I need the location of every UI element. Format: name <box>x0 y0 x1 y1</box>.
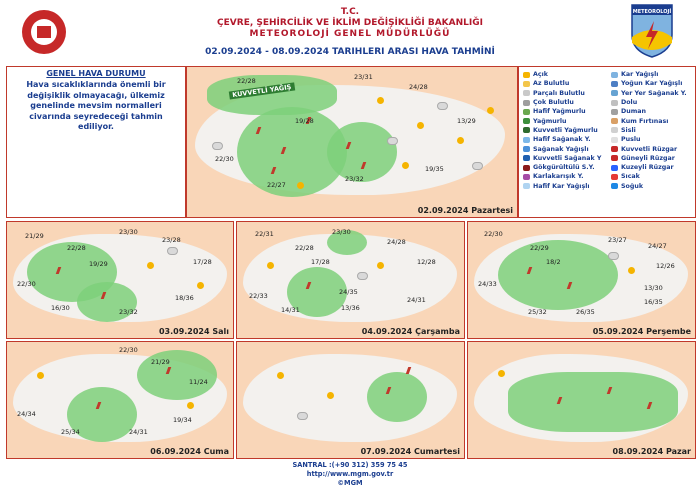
legend-weather-icon <box>611 118 618 124</box>
cloud-icon <box>387 137 398 145</box>
temp-label: 19/34 <box>173 416 192 424</box>
legend-label: Kum Fırtınası <box>621 117 669 125</box>
temp-label: 16/30 <box>51 304 70 312</box>
cloud-icon <box>472 162 483 170</box>
rain-area <box>498 240 618 310</box>
temp-label: 23/32 <box>119 308 138 316</box>
legend-label: Hafif Yağmurlu <box>533 108 586 116</box>
temp-label: 25/32 <box>528 308 547 316</box>
heavy-rain-banner: KUVVETLİ YAĞIŞ <box>229 82 295 99</box>
legend-weather-icon <box>523 183 530 189</box>
forecast-map-day-5 <box>6 341 234 459</box>
legend-item <box>523 116 601 125</box>
rain-area <box>367 372 427 422</box>
temp-label: 14/31 <box>281 306 300 314</box>
legend-item <box>611 182 687 191</box>
temp-label: 23/30 <box>119 228 138 236</box>
legend-item <box>523 89 601 98</box>
legend-weather-icon <box>611 127 618 133</box>
cloud-icon <box>297 412 308 420</box>
mgm-logo-text: METEOROLOJİ <box>632 9 672 15</box>
legend-weather-icon <box>611 100 618 106</box>
legend-label: Gökgürültülü S.Y. <box>533 164 595 172</box>
temp-label: 13/29 <box>457 117 476 125</box>
legend-item <box>611 98 687 107</box>
legend-weather-icon <box>523 90 530 96</box>
legend-item <box>523 70 601 79</box>
sunny-icon <box>187 402 194 409</box>
legend-label: Dolu <box>621 99 638 107</box>
legend-label: Yer Yer Sağanak Y. <box>621 89 687 97</box>
general-weather-title: GENEL HAVA DURUMU <box>46 69 146 78</box>
legend-label: Hafif Kar Yağışlı <box>533 182 590 190</box>
legend-item <box>523 135 601 144</box>
legend-label: Sisli <box>621 126 636 134</box>
legend-item <box>523 79 601 88</box>
sunny-icon <box>147 262 154 269</box>
legend-weather-icon <box>523 109 530 115</box>
legend-weather-icon <box>523 174 530 180</box>
legend-item <box>611 126 687 135</box>
legend-item <box>523 163 601 172</box>
map-date-label: 03.09.2024 Salı <box>158 327 229 336</box>
legend-panel <box>518 66 696 218</box>
legend-label: Kuzeyli Rüzgar <box>621 164 674 172</box>
temp-label: 24/28 <box>387 238 406 246</box>
general-weather-text: Hava sıcaklıklarında önemli bir değişiklik olmayacağı, ülkemiz genelinde mevsim normalleri civarında seyredeceği tahmin ediliyor. <box>26 80 166 131</box>
legend-item <box>611 172 687 181</box>
temp-label: 26/35 <box>576 308 595 316</box>
legend-label: Kuvvetli Sağanak Y <box>533 154 602 162</box>
main-map-date: 02.09.2024 Pazartesi <box>417 206 513 215</box>
sunny-icon <box>487 107 494 114</box>
legend-item <box>611 163 687 172</box>
temp-label: 23/31 <box>354 73 373 81</box>
temp-label: 22/30 <box>484 230 503 238</box>
temp-label: 22/30 <box>215 155 234 163</box>
legend-item <box>611 135 687 144</box>
sunny-icon <box>402 162 409 169</box>
temp-label: 22/28 <box>67 244 86 252</box>
sunny-icon <box>267 262 274 269</box>
general-weather-panel <box>6 66 186 218</box>
legend-item <box>523 182 601 191</box>
temp-label: 12/26 <box>656 262 675 270</box>
map-date-label: 04.09.2024 Çarşamba <box>361 327 460 336</box>
temp-label: 24/33 <box>478 280 497 288</box>
legend-label: Soğuk <box>621 182 644 190</box>
legend-label: Güneyli Rüzgar <box>621 154 675 162</box>
sunny-icon <box>277 372 284 379</box>
legend-label: Hafif Sağanak Y. <box>533 136 591 144</box>
temp-label: 13/36 <box>341 304 360 312</box>
legend-weather-icon <box>611 155 618 161</box>
cloud-icon <box>608 252 619 260</box>
legend-weather-icon <box>523 127 530 133</box>
temp-label: 23/28 <box>162 236 181 244</box>
forecast-map-day-6 <box>236 341 465 459</box>
cloud-icon <box>167 247 178 255</box>
legend-weather-icon <box>611 183 618 189</box>
legend-label: Sağanak Yağışlı <box>533 145 589 153</box>
header-line-1: T.C. <box>340 7 360 17</box>
legend-weather-icon <box>523 100 530 106</box>
legend-item <box>611 79 687 88</box>
temp-label: 25/34 <box>61 428 80 436</box>
legend-item <box>523 98 601 107</box>
legend-label: Az Bulutlu <box>533 80 570 88</box>
header-date-range: 02.09.2024 - 08.09.2024 TARIHLERI ARASI HAVA TAHMİNİ <box>205 47 495 57</box>
legend-label: Puslu <box>621 136 641 144</box>
map-date-label: 08.09.2024 Pazar <box>612 447 691 456</box>
temp-label: 23/27 <box>608 236 627 244</box>
legend-label: Yoğun Kar Yağışlı <box>621 80 683 88</box>
legend-label: Açık <box>533 71 548 79</box>
legend-weather-icon <box>611 174 618 180</box>
temp-label: 22/30 <box>119 346 138 354</box>
sunny-icon <box>377 97 384 104</box>
legend-weather-icon <box>611 109 618 115</box>
legend-label: Kuvvetli Yağmurlu <box>533 126 598 134</box>
temp-label: 23/32 <box>345 175 364 183</box>
legend-item <box>523 126 601 135</box>
map-date-label: 06.09.2024 Cuma <box>150 447 229 456</box>
forecast-map-day-4 <box>467 221 696 339</box>
header-line-3: METEOROLOJİ GENEL MÜDÜRLÜĞÜ <box>249 29 451 39</box>
legend-weather-icon <box>611 165 618 171</box>
temp-label: 16/35 <box>644 298 663 306</box>
rain-area <box>137 350 217 400</box>
cloud-icon <box>437 102 448 110</box>
temp-label: 22/30 <box>17 280 36 288</box>
ministry-logo <box>22 10 66 54</box>
temp-label: 24/35 <box>339 288 358 296</box>
legend-weather-icon <box>611 81 618 87</box>
legend-label: Parçalı Bulutlu <box>533 89 585 97</box>
forecast-map-day-3 <box>236 221 465 339</box>
legend-label: Çok Bulutlu <box>533 99 574 107</box>
temp-label: 12/28 <box>417 258 436 266</box>
legend-item <box>611 89 687 98</box>
footer-copyright: ©MGM <box>337 479 363 487</box>
rain-area <box>327 122 397 182</box>
temp-label: 24/28 <box>409 83 428 91</box>
cloud-icon <box>357 272 368 280</box>
sunny-icon <box>297 182 304 189</box>
legend-label: Yağmurlu <box>533 117 567 125</box>
forecast-map-day-2 <box>6 221 234 339</box>
legend-item <box>611 107 687 116</box>
mgm-logo <box>628 3 676 59</box>
temp-label: 22/28 <box>237 77 256 85</box>
sunny-icon <box>457 137 464 144</box>
sunny-icon <box>498 370 505 377</box>
legend-item <box>523 107 601 116</box>
legend-label: Kuvvetli Rüzgar <box>621 145 678 153</box>
legend-item <box>611 70 687 79</box>
temp-label: 11/24 <box>189 378 208 386</box>
sunny-icon <box>377 262 384 269</box>
legend-weather-icon <box>523 146 530 152</box>
legend-label: Sıcak <box>621 173 640 181</box>
rain-area <box>508 372 678 432</box>
temp-label: 19/28 <box>295 117 314 125</box>
legend-weather-icon <box>611 72 618 78</box>
legend-weather-icon <box>523 165 530 171</box>
sunny-icon <box>197 282 204 289</box>
temp-label: 17/28 <box>193 258 212 266</box>
main-forecast-map <box>186 66 518 218</box>
temp-label: 18/36 <box>175 294 194 302</box>
legend-weather-icon <box>523 81 530 87</box>
legend-weather-icon <box>523 137 530 143</box>
forecast-map-day-7 <box>467 341 696 459</box>
legend-weather-icon <box>611 146 618 152</box>
legend-label: Duman <box>621 108 647 116</box>
legend-item <box>611 116 687 125</box>
temp-label: 21/29 <box>25 232 44 240</box>
legend-item <box>523 172 601 181</box>
legend-item <box>611 144 687 153</box>
footer-website[interactable]: http://www.mgm.gov.tr <box>306 470 394 478</box>
temp-label: 22/31 <box>255 230 274 238</box>
legend-weather-icon <box>611 90 618 96</box>
header-line-2: ÇEVRE, ŞEHİRCİLİK VE İKLİM DEĞİŞİKLİĞİ BAKANLIĞI <box>217 18 483 28</box>
temp-label: 18/2 <box>546 258 561 266</box>
temp-label: 22/28 <box>295 244 314 252</box>
temp-label: 21/29 <box>151 358 170 366</box>
temp-label: 19/29 <box>89 260 108 268</box>
legend-weather-icon <box>523 72 530 78</box>
temp-label: 22/27 <box>267 181 286 189</box>
sunny-icon <box>327 392 334 399</box>
map-date-label: 05.09.2024 Perşembe <box>592 327 691 336</box>
legend-item <box>523 154 601 163</box>
temp-label: 22/29 <box>530 244 549 252</box>
rain-area <box>77 282 137 322</box>
footer-phone: SANTRAL :(+90 312) 359 75 45 <box>292 461 408 469</box>
legend-label: Kar Yağışlı <box>621 71 659 79</box>
sunny-icon <box>37 372 44 379</box>
cloud-icon <box>212 142 223 150</box>
temp-label: 24/34 <box>17 410 36 418</box>
temp-label: 24/27 <box>648 242 667 250</box>
temp-label: 24/31 <box>129 428 148 436</box>
legend-label: Karlakarışık Y. <box>533 173 584 181</box>
temp-label: 17/28 <box>311 258 330 266</box>
temp-label: 23/30 <box>332 228 351 236</box>
temp-label: 13/30 <box>644 284 663 292</box>
sunny-icon <box>628 267 635 274</box>
temp-label: 24/31 <box>407 296 426 304</box>
temp-label: 19/35 <box>425 165 444 173</box>
legend-item <box>523 144 601 153</box>
legend-item <box>611 154 687 163</box>
map-date-label: 07.09.2024 Cumartesi <box>360 447 460 456</box>
temp-label: 22/33 <box>249 292 268 300</box>
legend-weather-icon <box>611 137 618 143</box>
sunny-icon <box>417 122 424 129</box>
legend-weather-icon <box>523 118 530 124</box>
legend-weather-icon <box>523 155 530 161</box>
